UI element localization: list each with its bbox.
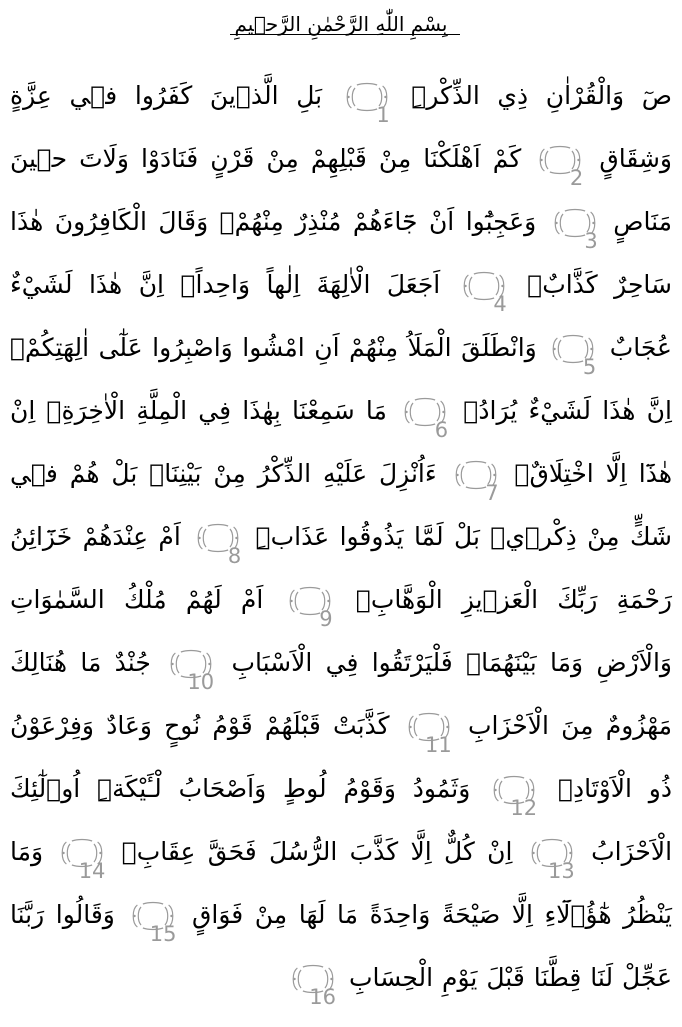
ayah-text: وَانْطَلَقَ الْمَلَاُ مِنْهُمْ اَنِ امْشُوا وَاصْبِرُوا عَلٰٓى اٰلِهَتِكُمْۚ اِنَّ هٰذَا لَشَيْءٌ يُرَادُۚ xyxy=(10,333,672,425)
basmala-header: بِسْمِ اللّٰهِ الرَّحْمٰنِ الرَّح۪يمِ xyxy=(234,12,448,36)
ayah-number: 5 xyxy=(582,355,597,379)
ayah-number-marker xyxy=(130,901,177,946)
ayah-text: وَعَجِبُٓوا اَنْ جَٓاءَهُمْ مُنْذِرٌ مِنْهُمْۘ وَقَالَ الْكَافِرُونَ هٰذَا سَاحِرٌ كَذَّابٌۚ xyxy=(10,207,672,299)
ayah-text: مَا سَمِعْنَا بِهٰذَا فِي الْمِلَّةِ الْاٰخِرَةِۚ اِنْ هٰذَٓا اِلَّا اخْتِلَاقٌۚ xyxy=(10,396,673,488)
ayah-text: اَمْ لَهُمْ مُلْكُ السَّمٰوَاتِ وَالْاَرْضِ وَمَا بَيْنَهُمَا۠ فَلْيَرْتَقُوا فِي الْاَسْبَابِ xyxy=(10,585,672,677)
ayah-text: وَثَمُودُ وَقَوْمُ لُوطٍ وَاَصْحَابُ لْـَٔيْكَةِۜ اُو۬لٰٓئِكَ الْاَحْزَابُ xyxy=(10,774,673,866)
ayah-number: 10 xyxy=(187,670,215,694)
ayah-text: كَمْ اَهْلَكْنَا مِنْ قَبْلِهِمْ مِنْ قَرْنٍ فَنَادَوْا وَلَاتَ ح۪ينَ مَنَاصٍ xyxy=(10,144,673,236)
ayah-number: 7 xyxy=(485,481,499,505)
ayah-text: اَجَعَلَ الْاٰلِهَةَ اِلٰهاً وَاحِداًۚ اِنَّ هٰذَا لَشَيْءٌ عُجَابٌ xyxy=(10,270,672,362)
ayah-text: وَمَا يَنْظُرُ هٰٓؤُ۬لَٓاءِ اِلَّا صَيْحَةً وَاحِدَةً مَا لَهَا مِنْ فَوَاقٍ xyxy=(10,837,672,929)
ayah-number-marker xyxy=(552,208,598,253)
ayah-number: 3 xyxy=(584,229,598,253)
ayah-number-marker xyxy=(290,964,336,1009)
ayah-text: اَمْ عِنْدَهُمْ خَزَٓائِنُ رَحْمَةِ رَبِّكَ الْعَز۪يزِ الْوَهَّابِۚ xyxy=(10,522,672,614)
ayah-number: 14 xyxy=(78,859,106,883)
ayah-number-marker xyxy=(537,145,584,190)
ayah-text: جُنْدٌ مَا هُنَالِكَ مَهْزُومٌ مِنَ الْاَحْزَابِ xyxy=(10,648,672,740)
ayah-text: بَلِ الَّذ۪ينَ كَفَرُوا ف۪ي عِزَّةٍ وَشِقَاقٍ xyxy=(10,81,673,173)
ayah-number: 4 xyxy=(493,292,507,316)
ayah-number: 2 xyxy=(569,166,584,190)
ayah-number: 12 xyxy=(510,796,538,820)
ayah-number-marker xyxy=(406,712,452,757)
ayah-number: 1 xyxy=(376,103,390,127)
ayah-number-marker xyxy=(453,460,499,505)
ayah-text: كَذَّبَتْ قَبْلَهُمْ قَوْمُ نُوحٍ وَعَادٌ وَفِرْعَوْنُ ذُو الْاَوْتَادِۙ xyxy=(10,711,672,803)
ayah-text: اِنْ كُلٌّ اِلَّا كَذَّبَ الرُّسُلَ فَحَقَّ عِقَابِ۟ xyxy=(121,837,513,866)
page-header xyxy=(0,4,682,44)
ayah-number-marker xyxy=(195,523,242,568)
ayah-number-marker xyxy=(287,586,333,631)
ayah-number-marker xyxy=(550,334,597,379)
ayah-number: 8 xyxy=(227,544,242,568)
ayah-number: 16 xyxy=(309,985,336,1009)
ayah-number: 9 xyxy=(319,607,333,631)
verse-text-block xyxy=(10,64,672,1009)
ayah-text: صٓ وَالْقُرْاٰنِ ذِي الذِّكْرِۜ xyxy=(411,81,672,110)
ayah-number-marker xyxy=(491,775,538,820)
ayah-number: 15 xyxy=(149,922,177,946)
ayah-number: 13 xyxy=(548,859,575,883)
ayah-number-marker xyxy=(59,838,106,883)
ayah-text: ءَاُنْزِلَ عَلَيْهِ الذِّكْرُ مِنْ بَيْنِنَاۜ بَلْ هُمْ ف۪ي شَكٍّ مِنْ ذِكْر۪يۚ بَلْ لَمَّا يَذُوقُوا عَذَابِۜ xyxy=(10,459,672,551)
ayah-number-marker xyxy=(529,838,575,883)
ayah-number: 6 xyxy=(434,418,449,442)
basmala-underline xyxy=(230,34,460,35)
ayah-number-marker xyxy=(344,82,390,127)
ayah-number-marker xyxy=(168,649,215,694)
ayah-number: 11 xyxy=(425,733,452,757)
ayah-number-marker xyxy=(402,397,449,442)
ayah-number-marker xyxy=(461,271,507,316)
ayah-text: وَقَالُوا رَبَّنَا عَجِّلْ لَنَا قِطَّنَا قَبْلَ يَوْمِ الْحِسَابِ xyxy=(10,900,672,992)
